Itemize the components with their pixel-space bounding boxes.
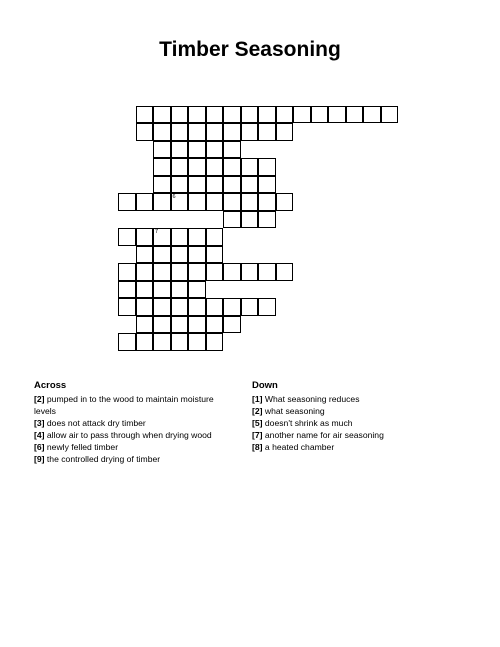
- grid-cell[interactable]: [153, 263, 171, 281]
- grid-cell[interactable]: [276, 263, 294, 281]
- grid-cell[interactable]: [258, 193, 276, 211]
- grid-cell[interactable]: [118, 281, 136, 299]
- grid-cell[interactable]: [153, 298, 171, 316]
- grid-cell[interactable]: [153, 333, 171, 351]
- clue-number: [8]: [252, 442, 263, 452]
- across-heading: Across: [34, 380, 67, 391]
- clue-text: What seasoning reduces: [262, 394, 360, 404]
- grid-cell[interactable]: [258, 263, 276, 281]
- grid-cell[interactable]: [223, 316, 241, 334]
- clue-number: [6]: [34, 442, 45, 452]
- grid-cell[interactable]: [188, 193, 206, 211]
- grid-cell[interactable]: [276, 193, 294, 211]
- grid-cell[interactable]: [258, 176, 276, 194]
- grid-cell[interactable]: [206, 333, 224, 351]
- grid-cell[interactable]: [241, 193, 259, 211]
- grid-cell[interactable]: [171, 158, 189, 176]
- grid-cell[interactable]: [223, 123, 241, 141]
- grid-cell[interactable]: [206, 193, 224, 211]
- grid-cell[interactable]: [241, 298, 259, 316]
- grid-cell[interactable]: [136, 193, 154, 211]
- grid-cell[interactable]: [188, 298, 206, 316]
- grid-cell[interactable]: [188, 228, 206, 246]
- grid-cell[interactable]: [241, 106, 259, 124]
- grid-cell[interactable]: [363, 106, 381, 124]
- clue-text: a heated chamber: [262, 442, 335, 452]
- grid-cell[interactable]: [153, 158, 171, 176]
- grid-cell[interactable]: [241, 158, 259, 176]
- grid-cell[interactable]: [206, 106, 224, 124]
- grid-cell[interactable]: [381, 106, 399, 124]
- grid-cell[interactable]: [188, 123, 206, 141]
- grid-cell[interactable]: [328, 106, 346, 124]
- grid-cell[interactable]: [223, 211, 241, 229]
- grid-cell[interactable]: [153, 281, 171, 299]
- grid-cell[interactable]: [206, 123, 224, 141]
- grid-cell[interactable]: [136, 228, 154, 246]
- grid-cell[interactable]: [188, 158, 206, 176]
- grid-cell[interactable]: [258, 211, 276, 229]
- grid-cell[interactable]: [241, 123, 259, 141]
- grid-cell[interactable]: [118, 298, 136, 316]
- across-clue: [34, 453, 234, 465]
- down-clues: [252, 380, 452, 453]
- grid-cell[interactable]: [206, 158, 224, 176]
- clue-text: another name for air seasoning: [262, 430, 384, 440]
- grid-cell[interactable]: [258, 123, 276, 141]
- grid-cell[interactable]: [188, 176, 206, 194]
- clue-number: [7]: [252, 430, 263, 440]
- clue-text: does not attack dry timber: [44, 418, 146, 428]
- grid-cell[interactable]: [206, 141, 224, 159]
- grid-cell[interactable]: [153, 106, 171, 124]
- grid-cell[interactable]: [258, 298, 276, 316]
- grid-cell[interactable]: [241, 176, 259, 194]
- grid-cell[interactable]: [118, 333, 136, 351]
- grid-cell[interactable]: [223, 106, 241, 124]
- clue-number: [3]: [34, 418, 45, 428]
- grid-cell[interactable]: [118, 193, 136, 211]
- grid-cell[interactable]: [223, 298, 241, 316]
- grid-cell[interactable]: [136, 316, 154, 334]
- grid-cell[interactable]: [188, 281, 206, 299]
- grid-cell[interactable]: [171, 298, 189, 316]
- puzzle-title: Timber Seasoning: [159, 38, 341, 61]
- grid-cell[interactable]: [223, 193, 241, 211]
- across-clue: [34, 429, 234, 441]
- down-clue: [252, 417, 452, 429]
- grid-cell[interactable]: [153, 316, 171, 334]
- grid-cell[interactable]: [206, 298, 224, 316]
- grid-cell[interactable]: [171, 193, 189, 211]
- grid-cell[interactable]: [241, 211, 259, 229]
- clue-number: [1]: [252, 394, 263, 404]
- grid-cell[interactable]: [293, 106, 311, 124]
- grid-cell[interactable]: [188, 106, 206, 124]
- grid-cell[interactable]: [171, 246, 189, 264]
- grid-cell[interactable]: [118, 228, 136, 246]
- grid-cell[interactable]: [136, 298, 154, 316]
- clue-number-label: 7: [155, 229, 159, 235]
- grid-cell[interactable]: [153, 176, 171, 194]
- grid-cell[interactable]: [153, 193, 171, 211]
- grid-cell[interactable]: [171, 228, 189, 246]
- grid-cell[interactable]: [206, 246, 224, 264]
- grid-cell[interactable]: [171, 281, 189, 299]
- grid-cell[interactable]: [258, 106, 276, 124]
- down-clue: [252, 405, 452, 417]
- down-clue: [252, 441, 452, 453]
- across-clue: [34, 417, 234, 429]
- grid-cell[interactable]: [188, 263, 206, 281]
- grid-cell[interactable]: [206, 316, 224, 334]
- grid-cell[interactable]: [241, 263, 259, 281]
- clue-text: what seasoning: [262, 406, 325, 416]
- grid-cell[interactable]: [153, 228, 171, 246]
- grid-cell[interactable]: [118, 263, 136, 281]
- grid-cell[interactable]: [153, 123, 171, 141]
- grid-cell[interactable]: [223, 141, 241, 159]
- grid-cell[interactable]: [311, 106, 329, 124]
- grid-cell[interactable]: [206, 263, 224, 281]
- grid-cell[interactable]: [223, 263, 241, 281]
- grid-cell[interactable]: [136, 123, 154, 141]
- clue-text: pumped in to the wood to maintain moisture levels: [34, 394, 214, 416]
- clue-text: newly felled timber: [44, 442, 119, 452]
- grid-cell[interactable]: [171, 141, 189, 159]
- grid-cell[interactable]: [171, 333, 189, 351]
- grid-cell[interactable]: [188, 246, 206, 264]
- grid-cell[interactable]: [206, 176, 224, 194]
- grid-cell[interactable]: [171, 263, 189, 281]
- clue-number: [4]: [34, 430, 45, 440]
- clue-number: [5]: [252, 418, 263, 428]
- grid-cell[interactable]: [171, 316, 189, 334]
- grid-cell[interactable]: [276, 106, 294, 124]
- grid-cell[interactable]: [223, 158, 241, 176]
- down-heading: Down: [252, 380, 278, 391]
- grid-cell[interactable]: [188, 333, 206, 351]
- grid-cell[interactable]: [206, 228, 224, 246]
- grid-cell[interactable]: [346, 106, 364, 124]
- grid-cell[interactable]: [136, 263, 154, 281]
- grid-cell[interactable]: [171, 176, 189, 194]
- grid-cell[interactable]: [171, 106, 189, 124]
- clue-number: [2]: [252, 406, 263, 416]
- clue-number: [9]: [34, 454, 45, 464]
- grid-cell[interactable]: [136, 246, 154, 264]
- clue-text: allow air to pass through when drying wood: [44, 430, 212, 440]
- grid-cell[interactable]: [136, 106, 154, 124]
- grid-cell[interactable]: [188, 141, 206, 159]
- across-clue: [34, 441, 234, 453]
- across-clue: [34, 393, 234, 417]
- grid-cell[interactable]: [258, 158, 276, 176]
- grid-cell[interactable]: [136, 281, 154, 299]
- grid-cell[interactable]: [276, 123, 294, 141]
- grid-cell[interactable]: [153, 246, 171, 264]
- clue-text: doesn't shrink as much: [262, 418, 353, 428]
- across-clues: [34, 380, 234, 465]
- clue-number-label: 6: [172, 194, 176, 200]
- grid-cell[interactable]: [188, 316, 206, 334]
- grid-cell[interactable]: [171, 123, 189, 141]
- clue-number: [2]: [34, 394, 45, 404]
- clue-text: the controlled drying of timber: [44, 454, 161, 464]
- grid-cell[interactable]: [153, 141, 171, 159]
- grid-cell[interactable]: [223, 176, 241, 194]
- grid-cell[interactable]: [136, 333, 154, 351]
- down-clue: [252, 429, 452, 441]
- down-clue: [252, 393, 452, 405]
